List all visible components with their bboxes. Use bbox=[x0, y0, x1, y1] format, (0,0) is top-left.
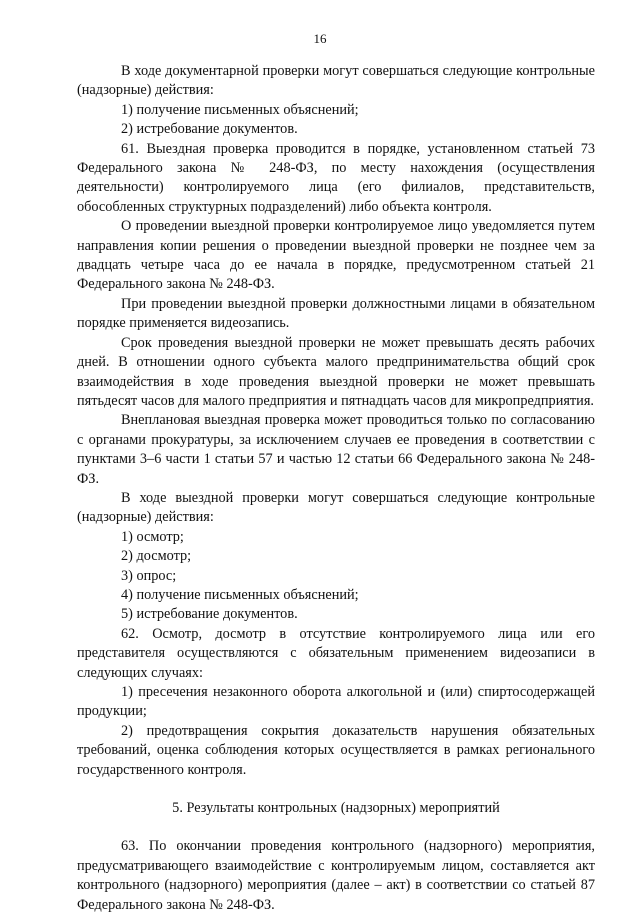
list-item: 3) опрос; bbox=[121, 567, 177, 584]
paragraph: О проведении выездной проверки контролируемое лицо уведомляется путем направления копии решения о проведении выездной проверки не позднее чем за двадцать четыре часа до ее начала в порядке, предусмотренном статьей 21 Федерального закона № 248-ФЗ. bbox=[77, 218, 595, 293]
list-item: 2) предотвращения сокрытия доказательств нарушения обязательных требований, оценка соблюдения которых осуществляется в рамках регионального государственного контроля. bbox=[77, 722, 595, 778]
paragraph-63: 63. По окончании проведения контрольного (надзорного) мероприятия, предусматривающего взаимодействие с контролируемым лицом, составляется акт контрольного (надзорного) мероприятия (далее – акт) в соответствии со статьей 87 Федерального закона № 248-ФЗ. bbox=[77, 838, 595, 913]
paragraph-62: 62. Осмотр, досмотр в отсутствие контролируемого лица или его представителя осуществляются с обязательным применением видеозаписи в следующих случаях: bbox=[77, 625, 595, 681]
list-item: 2) досмотр; bbox=[121, 548, 192, 565]
list-item: 1) осмотр; bbox=[121, 528, 184, 545]
list-item: 1) получение письменных объяснений; bbox=[121, 101, 359, 118]
document-body bbox=[77, 62, 595, 915]
section-heading: 5. Результаты контрольных (надзорных) мероприятий bbox=[172, 800, 500, 817]
paragraph: Внеплановая выездная проверка может проводиться только по согласованию с органами прокуратуры, за исключением случаев ее проведения в соответствии с пунктами 3–6 части 1 статьи 57 и частью 12 статьи 66 Федерального закона № 248-ФЗ. bbox=[77, 412, 595, 487]
page-number: 16 bbox=[313, 31, 327, 46]
paragraph: Срок проведения выездной проверки не может превышать десять рабочих дней. В отношении одного субъекта малого предпринимательства общий срок взаимодействия в ходе проведения выездной проверки не может превышать пятьдесят часов для малого предприятия и пятнадцать часов для микропредприятия. bbox=[77, 334, 595, 409]
paragraph: При проведении выездной проверки должностными лицами в обязательном порядке применяется видеозапись. bbox=[77, 295, 595, 332]
paragraph: В ходе выездной проверки могут совершаться следующие контрольные (надзорные) действия: bbox=[77, 489, 595, 526]
list-item: 4) получение письменных объяснений; bbox=[121, 586, 359, 603]
paragraph-61: 61. Выездная проверка проводится в порядке, установленном статьей 73 Федерального закона № 248-ФЗ, по месту нахождения (осуществления деятельности) контролируемого лица (его филиалов, представительств, обособленных структурных подразделений) либо объекта контроля. bbox=[77, 140, 595, 215]
list-item: 2) истребование документов. bbox=[121, 121, 298, 138]
list-item: 5) истребование документов. bbox=[121, 606, 298, 623]
paragraph: В ходе документарной проверки могут совершаться следующие контрольные (надзорные) действия: bbox=[77, 63, 595, 99]
list-item: 1) пресечения незаконного оборота алкогольной и (или) спиртосодержащей продукции; bbox=[77, 684, 595, 720]
